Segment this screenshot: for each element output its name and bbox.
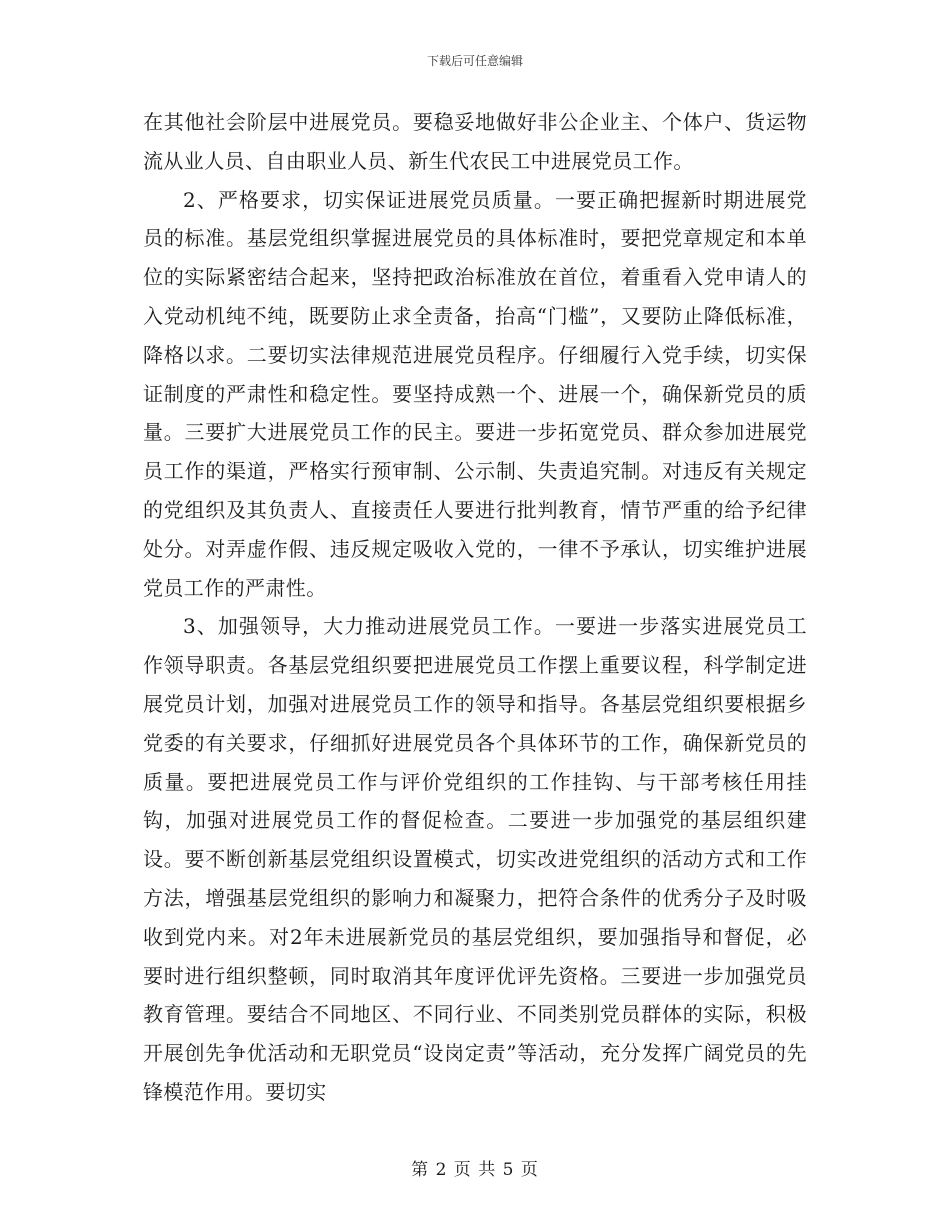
paragraph-3: 3、加强领导，大力推动进展党员工作。一要进一步落实进展党员工作领导职责。各基层党组织要把进展党员工作摆上重要议程，科学制定进展党员计划，加强对进展党员工作的领导和指导。各基层党组织要根据乡党委的有关要求，仔细抓好进展党员各个具体环节的工作，确保新党员的质量。要把进展党员工作与评价党组织的工作挂钩、与干部考核任用挂钩，加强对进展党员工作的督促检查。二要进一步加强党的基层组织建设。要不断创新基层党组织设置模式，切实改进党组织的活动方式和工作方法，增强基层党组织的影响力和凝聚力，把符合条件的优秀分子及时吸收到党内来。对2年未进展新党员的基层党组织，要加强指导和督促，必要时进行组织整顿，同时取消其年度评优评先资格。三要进一步加强党员教育管理。要结合不同地区、不同行业、不同类别党员群体的实际，积极开展创先争优活动和无职党员“设岗定责”等活动，充分发挥广阔党员的先锋模范作用。要切实 bbox=[143, 614, 807, 1104]
paragraph-1: 在其他社会阶层中进展党员。要稳妥地做好非公企业主、个体户、货运物流从业人员、自由职业人员、新生代农民工中进展党员工作。 bbox=[143, 110, 807, 173]
page-header: 下载后可任意编辑 bbox=[426, 54, 523, 68]
page-number-footer: 第 2 页 共 5 页 bbox=[411, 1160, 539, 1180]
paragraph-2: 2、严格要求，切实保证进展党员质量。一要正确把握新时期进展党员的标准。基层党组织掌握进展党员的具体标准时，要把党章规定和本单位的实际紧密结合起来，坚持把政治标准放在首位，着重看入党申请人的入党动机纯不纯，既要防止求全责备，抬高“门槛”，又要防止降低标准，降格以求。二要切实法律规范进展党员程序。仔细履行入党手续，切实保证制度的严肃性和稳定性。要坚持成熟一个、进展一个，确保新党员的质量。三要扩大进展党员工作的民主。要进一步拓宽党员、群众参加进展党员工作的渠道，严格实行预审制、公示制、失责追究制。对违反有关规定的党组织及其负责人、直接责任人要进行批判教育，情节严重的给予纪律处分。对弄虚作假、违反规定吸收入党的，一律不予承认，切实维护进展党员工作的严肃性。 bbox=[143, 187, 807, 600]
document-body bbox=[143, 103, 807, 1112]
